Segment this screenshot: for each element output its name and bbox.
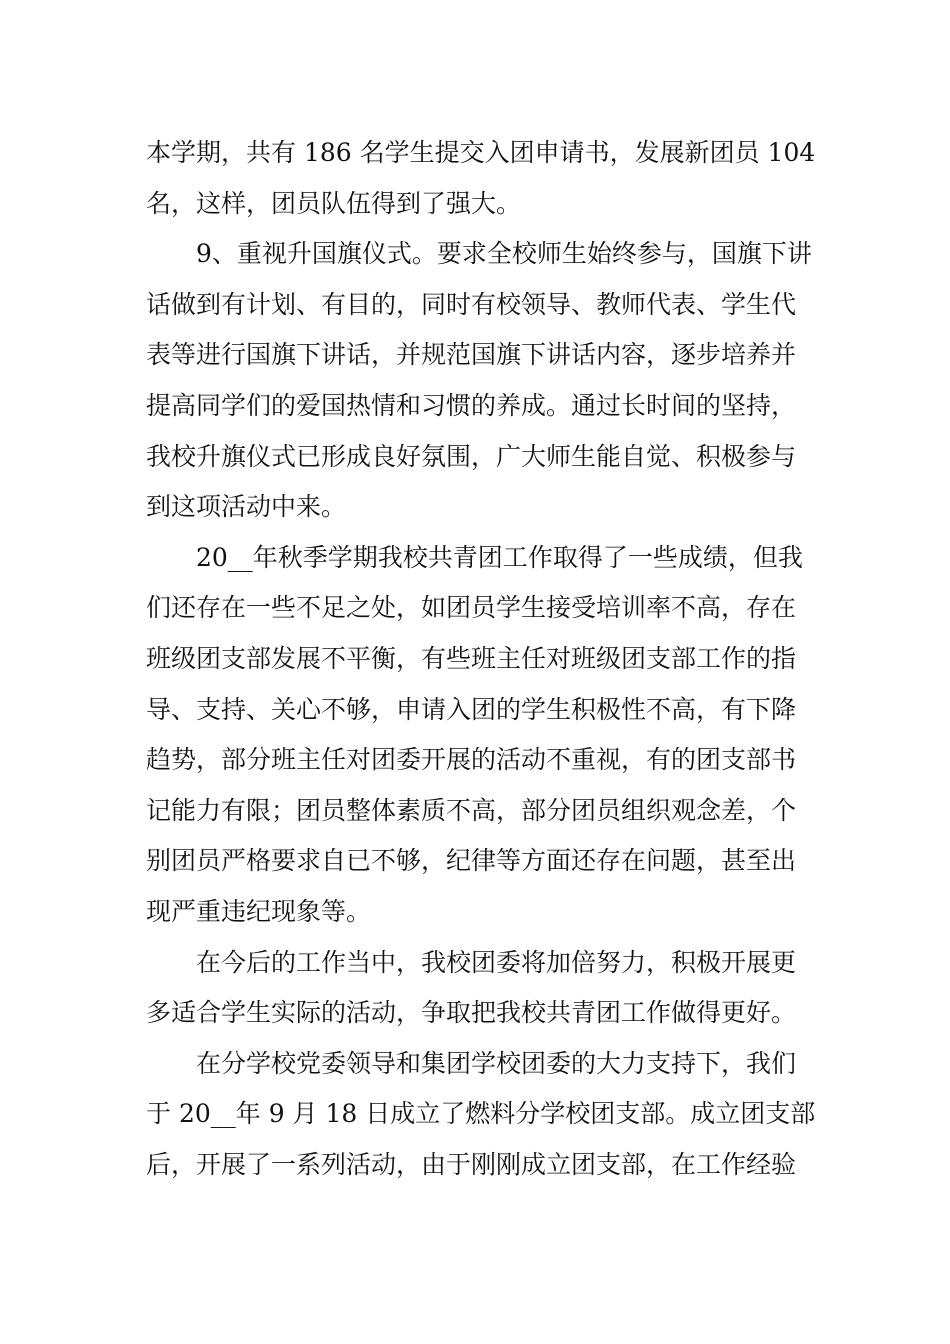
text-line: 我校升旗仪式已形成良好氛围，广大师生能自觉、积极参与 xyxy=(146,441,797,471)
text-line: 记能力有限；团员整体素质不高，部分团员组织观念差，个 xyxy=(146,795,797,825)
paragraph-future-work xyxy=(146,938,806,1039)
text-line: 们还存在一些不足之处，如团员学生接受培训率不高，存在 xyxy=(146,593,797,623)
text-line: 后，开展了一系列活动，由于刚刚成立团支部，在工作经验 xyxy=(146,1149,797,1179)
text-line: 在今后的工作当中，我校团委将加倍努力，积极开展更 xyxy=(196,947,797,977)
text-line: 导、支持、关心不够，申请入团的学生积极性不高，有下降 xyxy=(146,694,797,724)
paragraph-flag-ceremony xyxy=(146,229,812,533)
text-line: 于 20__年 9 月 18 日成立了燃料分学校团支部。成立团支部 xyxy=(146,1099,816,1129)
text-line: 别团员严格要求自已不够，纪律等方面还存在问题，甚至出 xyxy=(146,846,797,876)
text-line: 表等进行国旗下讲话，并规范国旗下讲话内容，逐步培养并 xyxy=(146,340,797,370)
text-line: 9、重视升国旗仪式。要求全校师生始终参与，国旗下讲 xyxy=(196,239,812,269)
text-line: 20__年秋季学期我校共青团工作取得了一些成绩，但我 xyxy=(196,542,803,572)
paragraph-branch-founding xyxy=(146,1039,816,1191)
text-line: 话做到有计划、有目的，同时有校领导、教师代表、学生代 xyxy=(146,289,797,319)
text-line: 在分学校党委领导和集团学校团委的大力支持下，我们 xyxy=(196,1048,797,1078)
text-line: 多适合学生实际的活动，争取把我校共青团工作做得更好。 xyxy=(146,998,797,1028)
text-line: 趋势，部分班主任对团委开展的活动不重视，有的团支部书 xyxy=(146,745,797,775)
text-line: 提高同学们的爱国热情和习惯的养成。通过长时间的坚持， xyxy=(146,390,797,420)
body-text xyxy=(146,128,816,1190)
text-line: 名，这样，团员队伍得到了强大。 xyxy=(146,188,522,218)
text-line: 到这项活动中来。 xyxy=(146,492,347,522)
paragraph-shortcomings xyxy=(146,533,806,938)
paragraph-membership xyxy=(146,128,816,229)
text-line: 班级团支部发展不平衡，有些班主任对班级团支部工作的指 xyxy=(146,643,797,673)
text-line: 本学期，共有 186 名学生提交入团申请书，发展新团员 104 xyxy=(146,138,816,167)
text-line: 现严重违纪现象等。 xyxy=(146,896,372,926)
